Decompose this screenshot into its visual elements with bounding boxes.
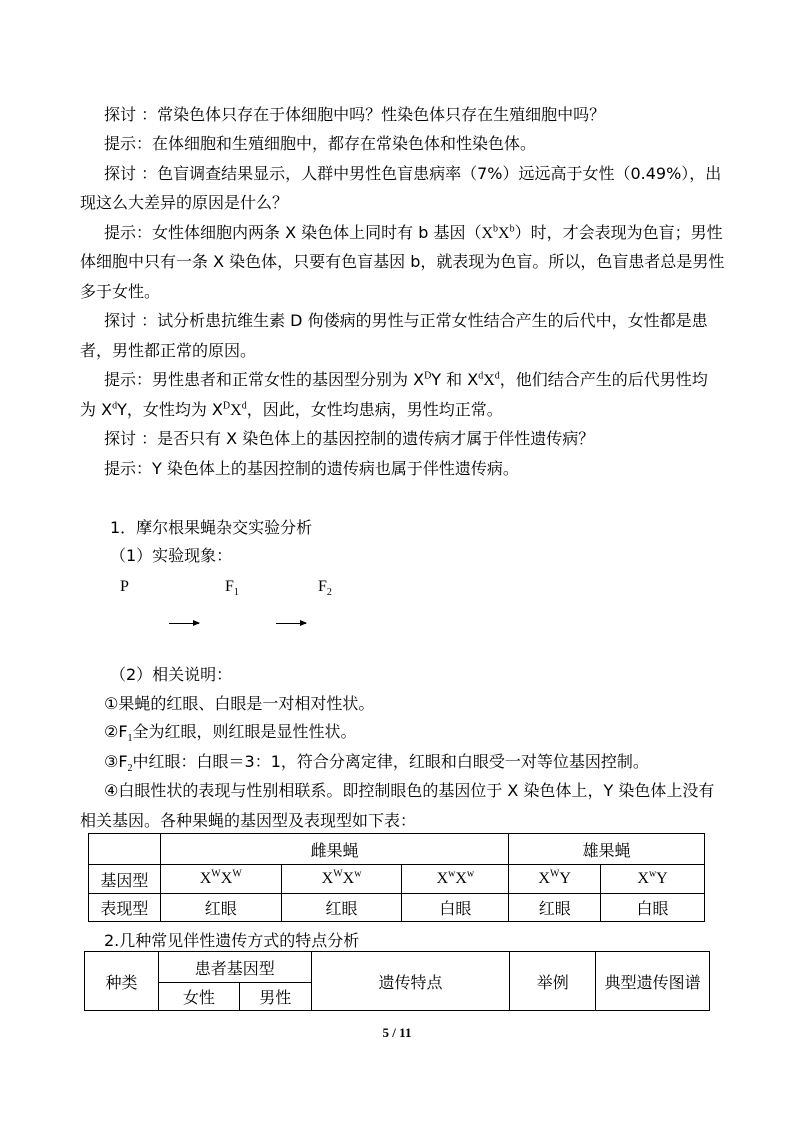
hint-3-cont: 为 $X^dY$，女性均为 $X^DX^d$，因此，女性均患病，男性均正常。 (80, 400, 503, 419)
item-1: ①果蝇的红眼、白眼是一对相对性状。 (104, 694, 375, 713)
col-pedigree: 典型遗传图谱 (596, 952, 710, 1011)
hint-4: 提示：Y 染色体上的基因控制的遗传病也属于伴性遗传病。 (104, 459, 519, 478)
hint-2: 提示：女性体细胞内两条 X 染色体上同时有 b 基因$(X^bX^b)$时，才会表现为色盲；男性 (104, 223, 723, 242)
question-1: 探讨 ：常染色体只存在于体细胞中吗？性染色体只存在生殖细胞中吗？ (104, 105, 606, 124)
male-header: 雄果蝇 (509, 834, 705, 865)
question-2-cont: 现这么大差异的原因是什么？ (80, 193, 289, 212)
col-genotype: 患者基因型 (158, 952, 311, 983)
col-type: 种类 (85, 952, 159, 1011)
question-3: 探讨 ：试分析患抗维生素 D 佝偻病的男性与正常女性结合产生的后代中，女性都是患 (104, 311, 708, 330)
question-3-cont: 者，男性都正常的原因。 (80, 341, 257, 360)
genotype-cell: $X^wX^w$ (402, 865, 509, 894)
genotype-row-label: 基因型 (89, 865, 161, 894)
question-2: 探讨 ：色盲调查结果显示，人群中男性色盲患病率（7%）远远高于女性（0.49%），出 (104, 164, 722, 183)
hint-3: 提示：男性患者和正常女性的基因型分别为 $X^DY$ 和 $X^dX^d$，他们结合产生的后代男性均 (104, 370, 708, 389)
page-number: 5 / 11 (382, 1025, 412, 1040)
item-2: $②F_1$全为红眼，则红眼是显性性状。 (104, 722, 357, 745)
generation-p: P (120, 578, 129, 595)
section2-title: 2.几种常见伴性遗传方式的特点分析 (104, 931, 360, 950)
arrow-p-f1-icon (169, 623, 199, 624)
col-female: 女性 (158, 983, 239, 1011)
fly-genotype-table (88, 833, 705, 922)
section1-sub1: （1）实验现象： (110, 546, 233, 565)
genotype-cell: $X^WX^w$ (281, 865, 402, 894)
section1-title: 1．摩尔根果蝇杂交实验分析 (110, 518, 313, 537)
phenotype-cell: 白眼 (402, 894, 509, 922)
generation-f1: $F_1$ (225, 578, 239, 599)
section1-sub2: （2）相关说明： (110, 665, 233, 684)
inheritance-table (84, 951, 710, 1011)
col-feature: 遗传特点 (311, 952, 510, 1011)
generation-f2: $F_2$ (318, 578, 332, 599)
question-4: 探讨 ：是否只有 X 染色体上的基因控制的遗传病才属于伴性遗传病？ (104, 429, 595, 448)
hint-1: 提示：在体细胞和生殖细胞中，都存在常染色体和性染色体。 (104, 134, 537, 153)
genotype-cell: $X^WY$ (509, 865, 601, 894)
item-3: $③F_2$中红眼：白眼＝3：1，符合分离定律，红眼和白眼受一对等位基因控制。 (104, 752, 649, 775)
hint-2-cont2: 多于女性。 (80, 282, 161, 301)
arrow-f1-f2-icon (276, 623, 306, 624)
col-example: 举例 (510, 952, 596, 1011)
phenotype-cell: 白眼 (601, 894, 705, 922)
phenotype-cell: 红眼 (160, 894, 281, 922)
item-4-cont: 相关基因。各种果蝇的基因型及表现型如下表： (80, 811, 417, 830)
phenotype-row-label: 表现型 (89, 894, 161, 922)
col-male: 男性 (239, 983, 311, 1011)
genotype-cell: $X^wY$ (601, 865, 705, 894)
genotype-cell: $X^WX^W$ (160, 865, 281, 894)
phenotype-cell: 红眼 (509, 894, 601, 922)
item-4: ④白眼性状的表现与性别相联系。即控制眼色的基因位于 X 染色体上，Y 染色体上没有 (104, 781, 715, 800)
female-header: 雌果蝇 (160, 834, 508, 865)
hint-2-cont: 体细胞中只有一条 X 染色体，只要有色盲基因 b，就表现为色盲。所以，色盲患者总是男性 (80, 252, 725, 271)
phenotype-cell: 红眼 (281, 894, 402, 922)
table-corner (89, 834, 161, 865)
